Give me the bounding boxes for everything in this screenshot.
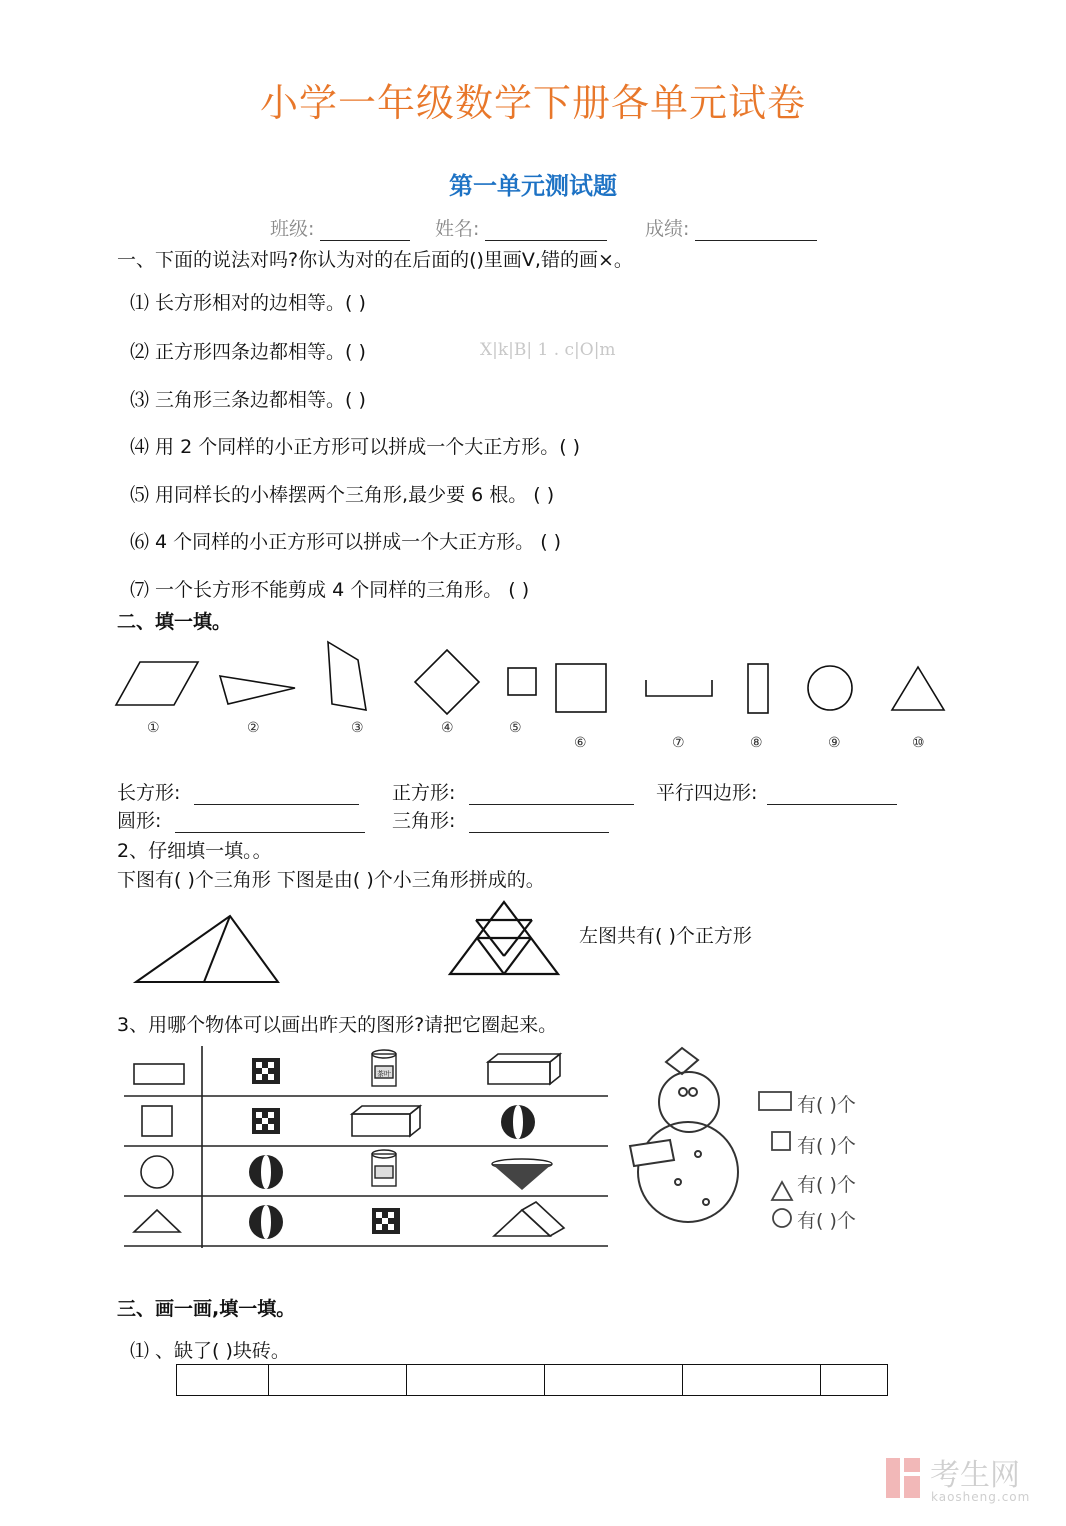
tea-can-label: 茶叶 bbox=[377, 1070, 391, 1078]
score-blank[interactable] bbox=[695, 220, 817, 241]
shape-label-1: ① bbox=[147, 720, 160, 736]
tea-can-icon bbox=[372, 1050, 396, 1086]
section2-heading: 二、填一填。 bbox=[117, 611, 232, 633]
triangle-label: 三角形: bbox=[392, 810, 456, 832]
table-circle-icon bbox=[141, 1156, 173, 1188]
circle-label: 圆形: bbox=[117, 810, 162, 832]
shape-label-8: ⑧ bbox=[750, 735, 763, 751]
parallelogram-label: 平行四边形: bbox=[656, 782, 758, 804]
circle-fill bbox=[117, 806, 365, 833]
dice-icon-2 bbox=[252, 1108, 280, 1134]
table-rectangle-icon bbox=[134, 1064, 184, 1084]
name-label: 姓名: bbox=[435, 218, 480, 240]
triangle-count-figure bbox=[130, 910, 285, 990]
q3-title: 3、用哪个物体可以画出昨天的图形?请把它圈起来。 bbox=[117, 1014, 558, 1036]
shape-label-9: ⑨ bbox=[828, 735, 841, 751]
score-field bbox=[645, 214, 817, 241]
class-label: 班级: bbox=[270, 218, 315, 240]
small-triangles-figure bbox=[446, 898, 566, 980]
shape-quad-3 bbox=[328, 642, 366, 710]
brick-row bbox=[176, 1364, 888, 1396]
table-triangle-icon bbox=[134, 1210, 180, 1232]
count-rectangle: 有( )个 bbox=[797, 1094, 856, 1116]
dice-icon-3 bbox=[372, 1208, 400, 1234]
square-label: 正方形: bbox=[392, 782, 456, 804]
q2-line: 下图有( )个三角形 下图是由( )个小三角形拼成的。 bbox=[117, 869, 545, 891]
snowman-hat bbox=[666, 1048, 698, 1074]
count-square: 有( )个 bbox=[797, 1135, 856, 1157]
watermark-logo-icon bbox=[884, 1456, 924, 1500]
parallelogram-fill bbox=[656, 778, 897, 805]
count-circle: 有( )个 bbox=[797, 1210, 856, 1232]
class-field bbox=[270, 214, 410, 241]
triangle-fill bbox=[392, 806, 609, 833]
shape-triangle-10 bbox=[892, 667, 944, 710]
snowman-figure bbox=[626, 1042, 761, 1237]
brick bbox=[177, 1365, 269, 1395]
shape-label-3: ③ bbox=[351, 720, 364, 736]
cone-icon bbox=[492, 1159, 552, 1190]
brick bbox=[683, 1365, 821, 1395]
parallelogram-blank[interactable] bbox=[767, 784, 897, 805]
shape-label-5: ⑤ bbox=[509, 720, 522, 736]
rectangle-blank[interactable] bbox=[194, 784, 359, 805]
watermark-url: kaosheng.com bbox=[931, 1490, 1031, 1504]
brick-question: ⑴ 、缺了( )块砖。 bbox=[130, 1340, 290, 1362]
triangle-blank[interactable] bbox=[469, 812, 609, 833]
count-rectangle-icon bbox=[759, 1092, 791, 1110]
class-blank[interactable] bbox=[320, 220, 410, 241]
q2-title: 2、仔细填一填。。 bbox=[117, 840, 272, 862]
judge-item-3: ⑶ 三角形三条边都相等。( ) bbox=[130, 389, 366, 411]
score-label: 成绩: bbox=[645, 218, 690, 240]
circle-blank[interactable] bbox=[175, 812, 365, 833]
shape-circle-9 bbox=[808, 666, 852, 710]
brick bbox=[407, 1365, 545, 1395]
tea-can-icon-2 bbox=[372, 1150, 396, 1186]
judge-item-6: ⑹ 4 个同样的小正方形可以拼成一个大正方形。 ( ) bbox=[130, 531, 562, 553]
name-field bbox=[435, 214, 607, 241]
shape-label-6: ⑥ bbox=[574, 735, 587, 751]
section1-heading: 一、下面的说法对吗?你认为对的在后面的()里画V,错的画×。 bbox=[117, 249, 633, 271]
judge-item-5: ⑸ 用同样长的小棒摆两个三角形,最少要 6 根。 ( ) bbox=[130, 484, 555, 506]
square-blank[interactable] bbox=[469, 784, 634, 805]
shape-triangle-2 bbox=[220, 676, 295, 704]
square-fill bbox=[392, 778, 634, 805]
box-icon bbox=[488, 1054, 560, 1084]
shape-label-7: ⑦ bbox=[672, 735, 685, 751]
prism-icon bbox=[494, 1202, 564, 1236]
page-title: 小学一年级数学下册各单元试卷 bbox=[259, 81, 806, 125]
shape-open-rect-7 bbox=[646, 680, 712, 696]
shape-rect-8 bbox=[748, 664, 768, 713]
judge-item-4: ⑷ 用 2 个同样的小正方形可以拼成一个大正方形。( ) bbox=[130, 436, 581, 458]
snowman-arm bbox=[630, 1140, 674, 1166]
snowman-body bbox=[638, 1122, 738, 1222]
dice-icon bbox=[252, 1058, 280, 1084]
page-subtitle: 第一单元测试题 bbox=[449, 172, 617, 200]
shape-label-10: ⑩ bbox=[912, 735, 925, 751]
shape-label-2: ② bbox=[247, 720, 260, 736]
judge-item-1: ⑴ 长方形相对的边相等。( ) bbox=[130, 292, 366, 314]
square-count-question: 左图共有( )个正方形 bbox=[579, 925, 752, 947]
judge-item-2: ⑵ 正方形四条边都相等。( ) bbox=[130, 341, 366, 363]
brick bbox=[821, 1365, 887, 1395]
shape-diamond-4 bbox=[415, 650, 479, 714]
faint-watermark-text: X|k|B| 1 . c|O|m bbox=[480, 340, 616, 360]
table-square-icon bbox=[142, 1106, 172, 1136]
shape-square-5 bbox=[508, 668, 536, 695]
rectangle-fill bbox=[117, 778, 359, 805]
shape-square-6 bbox=[556, 664, 606, 712]
judge-item-7: ⑺ 一个长方形不能剪成 4 个同样的三角形。 ( ) bbox=[130, 579, 530, 601]
ball-icon bbox=[501, 1105, 535, 1139]
ball-icon-2 bbox=[249, 1155, 283, 1189]
shapes-row bbox=[110, 638, 960, 718]
box-icon-2 bbox=[352, 1106, 420, 1136]
brick bbox=[545, 1365, 683, 1395]
count-triangle-icon bbox=[772, 1182, 792, 1200]
watermark-brand: 考生网 bbox=[930, 1458, 1020, 1493]
object-matching-table bbox=[118, 1042, 618, 1254]
count-shape-icons bbox=[756, 1088, 796, 1238]
ball-icon-3 bbox=[249, 1205, 283, 1239]
section3-heading: 三、画一画,填一填。 bbox=[117, 1298, 296, 1320]
shape-parallelogram-1 bbox=[116, 662, 198, 705]
shape-label-4: ④ bbox=[441, 720, 454, 736]
name-blank[interactable] bbox=[485, 220, 607, 241]
count-triangle: 有( )个 bbox=[797, 1174, 856, 1196]
count-square-icon bbox=[772, 1132, 790, 1150]
count-circle-icon bbox=[773, 1209, 791, 1227]
brick bbox=[269, 1365, 407, 1395]
rectangle-label: 长方形: bbox=[117, 782, 181, 804]
